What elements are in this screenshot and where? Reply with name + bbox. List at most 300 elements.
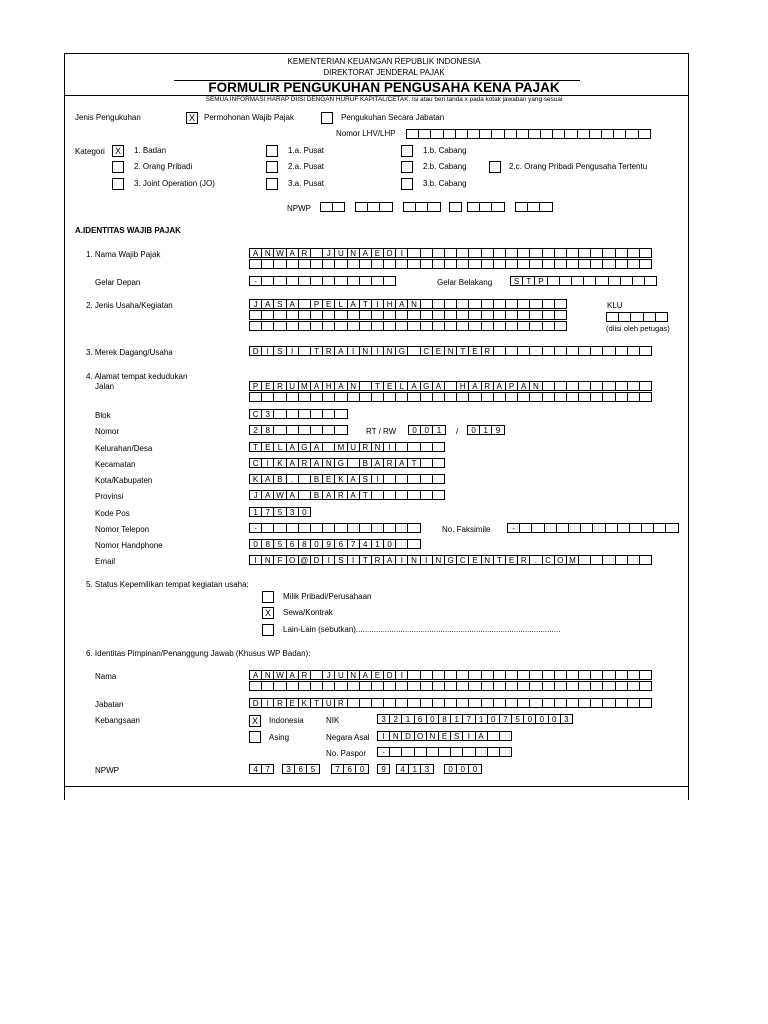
milik-pribadi-checkbox[interactable] bbox=[262, 591, 274, 603]
char-box[interactable]: . bbox=[286, 474, 299, 484]
paspor-grid[interactable] bbox=[377, 747, 512, 757]
char-box[interactable]: 1 bbox=[408, 764, 421, 774]
char-box[interactable]: I bbox=[347, 555, 360, 565]
char-box[interactable]: 1 bbox=[475, 714, 488, 724]
char-box[interactable]: J bbox=[249, 490, 262, 500]
char-box[interactable] bbox=[655, 312, 668, 322]
char-box[interactable]: G bbox=[334, 458, 347, 468]
char-box[interactable]: R bbox=[273, 698, 286, 708]
char-box[interactable]: J bbox=[322, 248, 335, 258]
char-box[interactable] bbox=[334, 409, 347, 419]
char-box[interactable]: - bbox=[507, 523, 520, 533]
char-box[interactable]: A bbox=[286, 299, 299, 309]
email-grid[interactable] bbox=[249, 555, 652, 565]
sewa-kontrak-checkbox[interactable]: X bbox=[262, 607, 274, 619]
char-box[interactable]: 7 bbox=[499, 714, 512, 724]
jalan-grid-row1[interactable] bbox=[249, 381, 652, 391]
char-box[interactable]: 3 bbox=[282, 764, 295, 774]
char-box[interactable]: 3 bbox=[286, 507, 299, 517]
char-box[interactable]: O bbox=[414, 731, 427, 741]
lhv-lhp-grid[interactable] bbox=[406, 129, 651, 139]
blok-grid[interactable] bbox=[249, 409, 348, 419]
jenis-usaha-grid-row1[interactable] bbox=[249, 299, 567, 309]
char-box[interactable]: J bbox=[322, 670, 335, 680]
char-box[interactable]: A bbox=[493, 381, 506, 391]
char-box[interactable]: 6 bbox=[343, 764, 356, 774]
char-box[interactable]: 3 bbox=[420, 764, 433, 774]
char-box[interactable]: 6 bbox=[294, 764, 307, 774]
char-box[interactable] bbox=[432, 442, 445, 452]
char-box[interactable]: T bbox=[310, 346, 323, 356]
char-box[interactable]: A bbox=[359, 670, 372, 680]
char-box[interactable]: A bbox=[395, 299, 408, 309]
char-box[interactable]: H bbox=[322, 381, 335, 391]
char-box[interactable]: H bbox=[383, 299, 396, 309]
char-box[interactable]: A bbox=[475, 731, 488, 741]
char-box[interactable]: R bbox=[481, 381, 494, 391]
char-box[interactable]: N bbox=[359, 346, 372, 356]
char-box[interactable]: 4 bbox=[359, 539, 372, 549]
char-box[interactable]: G bbox=[395, 346, 408, 356]
char-box[interactable]: N bbox=[426, 731, 439, 741]
char-box[interactable]: H bbox=[456, 381, 469, 391]
char-box[interactable]: 0 bbox=[456, 764, 469, 774]
char-box[interactable]: 5 bbox=[511, 714, 524, 724]
cabang-2b-checkbox[interactable] bbox=[401, 161, 413, 173]
char-box[interactable]: G bbox=[444, 555, 457, 565]
char-box[interactable]: A bbox=[249, 248, 262, 258]
char-box[interactable]: L bbox=[395, 381, 408, 391]
char-box[interactable]: A bbox=[395, 458, 408, 468]
char-box[interactable] bbox=[638, 129, 651, 139]
char-box[interactable] bbox=[383, 276, 396, 286]
char-box[interactable]: A bbox=[286, 490, 299, 500]
pimpinan-npwp-grid-3[interactable] bbox=[331, 764, 369, 774]
char-box[interactable]: 0 bbox=[408, 425, 421, 435]
char-box[interactable] bbox=[491, 202, 504, 212]
char-box[interactable] bbox=[334, 425, 347, 435]
char-box[interactable]: M bbox=[334, 442, 347, 452]
char-box[interactable]: 7 bbox=[261, 507, 274, 517]
char-box[interactable]: . bbox=[529, 555, 542, 565]
nama-wp-grid-row1[interactable] bbox=[249, 248, 652, 258]
char-box[interactable]: J bbox=[249, 299, 262, 309]
char-box[interactable] bbox=[665, 523, 678, 533]
char-box[interactable]: K bbox=[273, 458, 286, 468]
char-box[interactable]: R bbox=[322, 346, 335, 356]
char-box[interactable]: D bbox=[249, 698, 262, 708]
char-box[interactable]: N bbox=[347, 248, 360, 258]
gelar-depan-grid[interactable] bbox=[249, 276, 396, 286]
char-box[interactable] bbox=[499, 747, 512, 757]
char-box[interactable]: I bbox=[261, 458, 274, 468]
cabang-1b-checkbox[interactable] bbox=[401, 145, 413, 157]
char-box[interactable]: T bbox=[359, 299, 372, 309]
char-box[interactable] bbox=[554, 321, 567, 331]
char-box[interactable]: D bbox=[383, 670, 396, 680]
char-box[interactable]: E bbox=[438, 731, 451, 741]
char-box[interactable]: S bbox=[510, 276, 523, 286]
npwp-top-grid-2[interactable] bbox=[355, 202, 393, 212]
char-box[interactable] bbox=[379, 202, 392, 212]
char-box[interactable]: A bbox=[286, 442, 299, 452]
pimpinan-npwp-grid-6[interactable] bbox=[444, 764, 482, 774]
char-box[interactable]: C bbox=[249, 409, 262, 419]
char-box[interactable]: 0 bbox=[444, 764, 457, 774]
char-box[interactable]: S bbox=[450, 731, 463, 741]
char-box[interactable]: 3 bbox=[261, 409, 274, 419]
char-box[interactable]: A bbox=[347, 474, 360, 484]
char-box[interactable]: D bbox=[401, 731, 414, 741]
char-box[interactable]: T bbox=[310, 698, 323, 708]
char-box[interactable]: U bbox=[347, 442, 360, 452]
char-box[interactable]: - bbox=[249, 523, 262, 533]
char-box[interactable]: N bbox=[444, 346, 457, 356]
char-box[interactable]: I bbox=[261, 346, 274, 356]
char-box[interactable]: 2 bbox=[249, 425, 262, 435]
merek-grid[interactable] bbox=[249, 346, 652, 356]
char-box[interactable]: I bbox=[249, 555, 262, 565]
char-box[interactable] bbox=[639, 381, 652, 391]
char-box[interactable]: A bbox=[286, 458, 299, 468]
char-box[interactable] bbox=[639, 248, 652, 258]
gelar-belakang-grid[interactable] bbox=[510, 276, 657, 286]
char-box[interactable]: 3 bbox=[377, 714, 390, 724]
char-box[interactable]: P bbox=[505, 381, 518, 391]
telepon-grid[interactable] bbox=[249, 523, 421, 533]
nama-wp-grid-row2[interactable] bbox=[249, 259, 652, 269]
klu-grid[interactable] bbox=[606, 312, 668, 322]
char-box[interactable]: N bbox=[347, 381, 360, 391]
char-box[interactable]: E bbox=[371, 670, 384, 680]
char-box[interactable]: N bbox=[371, 442, 384, 452]
char-box[interactable]: T bbox=[371, 381, 384, 391]
asing-checkbox[interactable] bbox=[249, 731, 261, 743]
char-box[interactable]: A bbox=[347, 490, 360, 500]
char-box[interactable]: I bbox=[462, 731, 475, 741]
char-box[interactable]: E bbox=[505, 555, 518, 565]
char-box[interactable]: A bbox=[249, 670, 262, 680]
char-box[interactable]: 1 bbox=[401, 714, 414, 724]
char-box[interactable]: A bbox=[286, 248, 299, 258]
char-box[interactable]: E bbox=[468, 555, 481, 565]
char-box[interactable]: 0 bbox=[523, 714, 536, 724]
jenis-usaha-grid-row3[interactable] bbox=[249, 321, 567, 331]
char-box[interactable]: R bbox=[298, 458, 311, 468]
char-box[interactable]: B bbox=[273, 474, 286, 484]
char-box[interactable]: E bbox=[261, 381, 274, 391]
char-box[interactable]: U bbox=[334, 670, 347, 680]
char-box[interactable]: L bbox=[334, 299, 347, 309]
npwp-top-grid-4[interactable] bbox=[449, 202, 462, 212]
char-box[interactable]: R bbox=[273, 381, 286, 391]
char-box[interactable]: R bbox=[481, 346, 494, 356]
handphone-grid[interactable] bbox=[249, 539, 421, 549]
char-box[interactable] bbox=[432, 474, 445, 484]
char-box[interactable]: E bbox=[322, 474, 335, 484]
char-box[interactable]: - bbox=[377, 747, 390, 757]
pimpinan-npwp-grid-5[interactable] bbox=[396, 764, 434, 774]
char-box[interactable]: P bbox=[310, 299, 323, 309]
negara-asal-grid[interactable] bbox=[377, 731, 512, 741]
char-box[interactable] bbox=[432, 458, 445, 468]
char-box[interactable]: 0 bbox=[383, 539, 396, 549]
char-box[interactable]: 8 bbox=[261, 425, 274, 435]
char-box[interactable]: E bbox=[468, 346, 481, 356]
char-box[interactable]: A bbox=[432, 381, 445, 391]
char-box[interactable]: 0 bbox=[548, 714, 561, 724]
char-box[interactable]: 6 bbox=[286, 539, 299, 549]
char-box[interactable]: W bbox=[273, 670, 286, 680]
char-box[interactable]: T bbox=[407, 458, 420, 468]
pimpinan-nama-grid-row2[interactable] bbox=[249, 681, 652, 691]
char-box[interactable]: 9 bbox=[491, 425, 504, 435]
char-box[interactable]: A bbox=[334, 346, 347, 356]
char-box[interactable]: I bbox=[383, 442, 396, 452]
char-box[interactable]: T bbox=[522, 276, 535, 286]
char-box[interactable]: C bbox=[249, 458, 262, 468]
char-box[interactable]: S bbox=[273, 299, 286, 309]
char-box[interactable]: 2 bbox=[389, 714, 402, 724]
char-box[interactable]: I bbox=[395, 248, 408, 258]
char-box[interactable]: 5 bbox=[273, 507, 286, 517]
char-box[interactable]: S bbox=[334, 555, 347, 565]
nomor-grid[interactable] bbox=[249, 425, 348, 435]
char-box[interactable] bbox=[407, 539, 420, 549]
npwp-top-grid-6[interactable] bbox=[515, 202, 553, 212]
char-box[interactable]: C bbox=[456, 555, 469, 565]
npwp-top-grid-1[interactable] bbox=[320, 202, 345, 212]
char-box[interactable]: A bbox=[261, 299, 274, 309]
char-box[interactable]: N bbox=[261, 248, 274, 258]
char-box[interactable]: N bbox=[261, 670, 274, 680]
pengusaha-tertentu-checkbox[interactable] bbox=[489, 161, 501, 173]
lain-lain-checkbox[interactable] bbox=[262, 624, 274, 636]
char-box[interactable]: R bbox=[517, 555, 530, 565]
char-box[interactable] bbox=[427, 202, 440, 212]
char-box[interactable]: R bbox=[371, 555, 384, 565]
char-box[interactable]: 0 bbox=[467, 425, 480, 435]
char-box[interactable]: O bbox=[286, 555, 299, 565]
char-box[interactable]: R bbox=[334, 698, 347, 708]
char-box[interactable]: 0 bbox=[420, 425, 433, 435]
char-box[interactable]: 0 bbox=[355, 764, 368, 774]
kategori-pribadi-checkbox[interactable] bbox=[112, 161, 124, 173]
char-box[interactable] bbox=[332, 202, 345, 212]
char-box[interactable]: R bbox=[383, 458, 396, 468]
char-box[interactable]: I bbox=[395, 670, 408, 680]
pimpinan-nama-grid-row1[interactable] bbox=[249, 670, 652, 680]
faksimile-grid[interactable] bbox=[507, 523, 679, 533]
char-box[interactable]: A bbox=[371, 458, 384, 468]
char-box[interactable]: R bbox=[298, 248, 311, 258]
char-box[interactable]: 5 bbox=[306, 764, 319, 774]
char-box[interactable]: E bbox=[383, 381, 396, 391]
char-box[interactable]: N bbox=[389, 731, 402, 741]
char-box[interactable]: T bbox=[249, 442, 262, 452]
char-box[interactable]: K bbox=[249, 474, 262, 484]
char-box[interactable]: F bbox=[273, 555, 286, 565]
char-box[interactable]: T bbox=[493, 555, 506, 565]
indonesia-checkbox[interactable]: X bbox=[249, 715, 261, 727]
kota-grid[interactable] bbox=[249, 474, 445, 484]
char-box[interactable]: T bbox=[359, 490, 372, 500]
char-box[interactable] bbox=[639, 670, 652, 680]
char-box[interactable]: 8 bbox=[438, 714, 451, 724]
char-box[interactable]: I bbox=[261, 698, 274, 708]
pimpinan-npwp-grid-4[interactable] bbox=[377, 764, 390, 774]
char-box[interactable]: P bbox=[249, 381, 262, 391]
char-box[interactable]: R bbox=[359, 442, 372, 452]
char-box[interactable]: 7 bbox=[331, 764, 344, 774]
char-box[interactable]: 1 bbox=[371, 539, 384, 549]
char-box[interactable] bbox=[554, 310, 567, 320]
char-box[interactable]: I bbox=[322, 555, 335, 565]
char-box[interactable]: I bbox=[371, 474, 384, 484]
char-box[interactable]: I bbox=[371, 299, 384, 309]
char-box[interactable]: 6 bbox=[414, 714, 427, 724]
char-box[interactable]: E bbox=[286, 698, 299, 708]
pusat-1a-checkbox[interactable] bbox=[266, 145, 278, 157]
char-box[interactable]: W bbox=[273, 490, 286, 500]
char-box[interactable]: 9 bbox=[377, 764, 390, 774]
char-box[interactable]: A bbox=[310, 442, 323, 452]
char-box[interactable]: 1 bbox=[479, 425, 492, 435]
char-box[interactable]: A bbox=[322, 490, 335, 500]
char-box[interactable]: A bbox=[261, 490, 274, 500]
char-box[interactable]: E bbox=[432, 346, 445, 356]
char-box[interactable]: I bbox=[395, 555, 408, 565]
char-box[interactable]: G bbox=[420, 381, 433, 391]
kecamatan-grid[interactable] bbox=[249, 458, 445, 468]
rw-grid[interactable] bbox=[467, 425, 505, 435]
char-box[interactable]: 0 bbox=[298, 507, 311, 517]
char-box[interactable]: M bbox=[566, 555, 579, 565]
char-box[interactable]: 7 bbox=[347, 539, 360, 549]
char-box[interactable]: C bbox=[420, 346, 433, 356]
char-box[interactable] bbox=[449, 202, 462, 212]
char-box[interactable] bbox=[644, 276, 657, 286]
char-box[interactable]: @ bbox=[298, 555, 311, 565]
char-box[interactable]: A bbox=[383, 555, 396, 565]
char-box[interactable]: K bbox=[298, 698, 311, 708]
char-box[interactable]: U bbox=[322, 698, 335, 708]
kelurahan-grid[interactable] bbox=[249, 442, 445, 452]
char-box[interactable]: B bbox=[310, 490, 323, 500]
pimpinan-npwp-grid-1[interactable] bbox=[249, 764, 274, 774]
char-box[interactable]: R bbox=[334, 490, 347, 500]
char-box[interactable]: 8 bbox=[261, 539, 274, 549]
pusat-3a-checkbox[interactable] bbox=[266, 178, 278, 190]
kode-pos-grid[interactable] bbox=[249, 507, 311, 517]
char-box[interactable]: 1 bbox=[450, 714, 463, 724]
char-box[interactable]: 0 bbox=[468, 764, 481, 774]
nik-grid[interactable] bbox=[377, 714, 573, 724]
jalan-grid-row2[interactable] bbox=[249, 392, 652, 402]
char-box[interactable]: L bbox=[273, 442, 286, 452]
char-box[interactable]: T bbox=[456, 346, 469, 356]
char-box[interactable]: I bbox=[286, 346, 299, 356]
char-box[interactable] bbox=[432, 490, 445, 500]
provinsi-grid[interactable] bbox=[249, 490, 445, 500]
char-box[interactable]: N bbox=[481, 555, 494, 565]
char-box[interactable]: A bbox=[517, 381, 530, 391]
char-box[interactable]: I bbox=[371, 346, 384, 356]
char-box[interactable]: A bbox=[407, 381, 420, 391]
char-box[interactable] bbox=[639, 259, 652, 269]
char-box[interactable]: 0 bbox=[535, 714, 548, 724]
kategori-jo-checkbox[interactable] bbox=[112, 178, 124, 190]
char-box[interactable]: P bbox=[534, 276, 547, 286]
char-box[interactable] bbox=[639, 698, 652, 708]
char-box[interactable]: N bbox=[407, 299, 420, 309]
char-box[interactable]: N bbox=[383, 346, 396, 356]
char-box[interactable]: 8 bbox=[298, 539, 311, 549]
char-box[interactable]: N bbox=[432, 555, 445, 565]
char-box[interactable] bbox=[554, 299, 567, 309]
jenis-usaha-grid-row2[interactable] bbox=[249, 310, 567, 320]
char-box[interactable]: W bbox=[273, 248, 286, 258]
char-box[interactable]: I bbox=[347, 346, 360, 356]
char-box[interactable]: C bbox=[542, 555, 555, 565]
char-box[interactable]: A bbox=[359, 248, 372, 258]
char-box[interactable]: A bbox=[468, 381, 481, 391]
char-box[interactable]: D bbox=[383, 248, 396, 258]
char-box[interactable]: A bbox=[347, 299, 360, 309]
char-box[interactable]: N bbox=[261, 555, 274, 565]
char-box[interactable] bbox=[639, 555, 652, 565]
rt-grid[interactable] bbox=[408, 425, 446, 435]
char-box[interactable]: A bbox=[310, 458, 323, 468]
char-box[interactable]: O bbox=[554, 555, 567, 565]
char-box[interactable]: 7 bbox=[261, 764, 274, 774]
char-box[interactable]: N bbox=[529, 381, 542, 391]
char-box[interactable]: 1 bbox=[432, 425, 445, 435]
char-box[interactable]: E bbox=[371, 248, 384, 258]
char-box[interactable]: - bbox=[249, 276, 262, 286]
char-box[interactable]: S bbox=[273, 346, 286, 356]
char-box[interactable]: N bbox=[407, 555, 420, 565]
char-box[interactable]: K bbox=[334, 474, 347, 484]
char-box[interactable]: B bbox=[359, 458, 372, 468]
char-box[interactable]: 7 bbox=[462, 714, 475, 724]
char-box[interactable] bbox=[639, 346, 652, 356]
char-box[interactable]: N bbox=[322, 458, 335, 468]
char-box[interactable]: R bbox=[298, 670, 311, 680]
char-box[interactable]: D bbox=[310, 555, 323, 565]
char-box[interactable] bbox=[639, 392, 652, 402]
char-box[interactable] bbox=[499, 731, 512, 741]
char-box[interactable] bbox=[639, 681, 652, 691]
pusat-2a-checkbox[interactable] bbox=[266, 161, 278, 173]
char-box[interactable]: 6 bbox=[334, 539, 347, 549]
char-box[interactable]: G bbox=[298, 442, 311, 452]
char-box[interactable]: N bbox=[347, 670, 360, 680]
char-box[interactable]: 1 bbox=[249, 507, 262, 517]
char-box[interactable]: 4 bbox=[396, 764, 409, 774]
char-box[interactable]: 0 bbox=[487, 714, 500, 724]
char-box[interactable]: I bbox=[377, 731, 390, 741]
char-box[interactable]: T bbox=[359, 555, 372, 565]
char-box[interactable]: A bbox=[261, 474, 274, 484]
pimpinan-npwp-grid-2[interactable] bbox=[282, 764, 320, 774]
kategori-badan-checkbox[interactable]: X bbox=[112, 145, 124, 157]
char-box[interactable]: A bbox=[286, 670, 299, 680]
npwp-top-grid-3[interactable] bbox=[403, 202, 441, 212]
char-box[interactable]: 0 bbox=[310, 539, 323, 549]
char-box[interactable]: 3 bbox=[560, 714, 573, 724]
char-box[interactable]: 5 bbox=[273, 539, 286, 549]
